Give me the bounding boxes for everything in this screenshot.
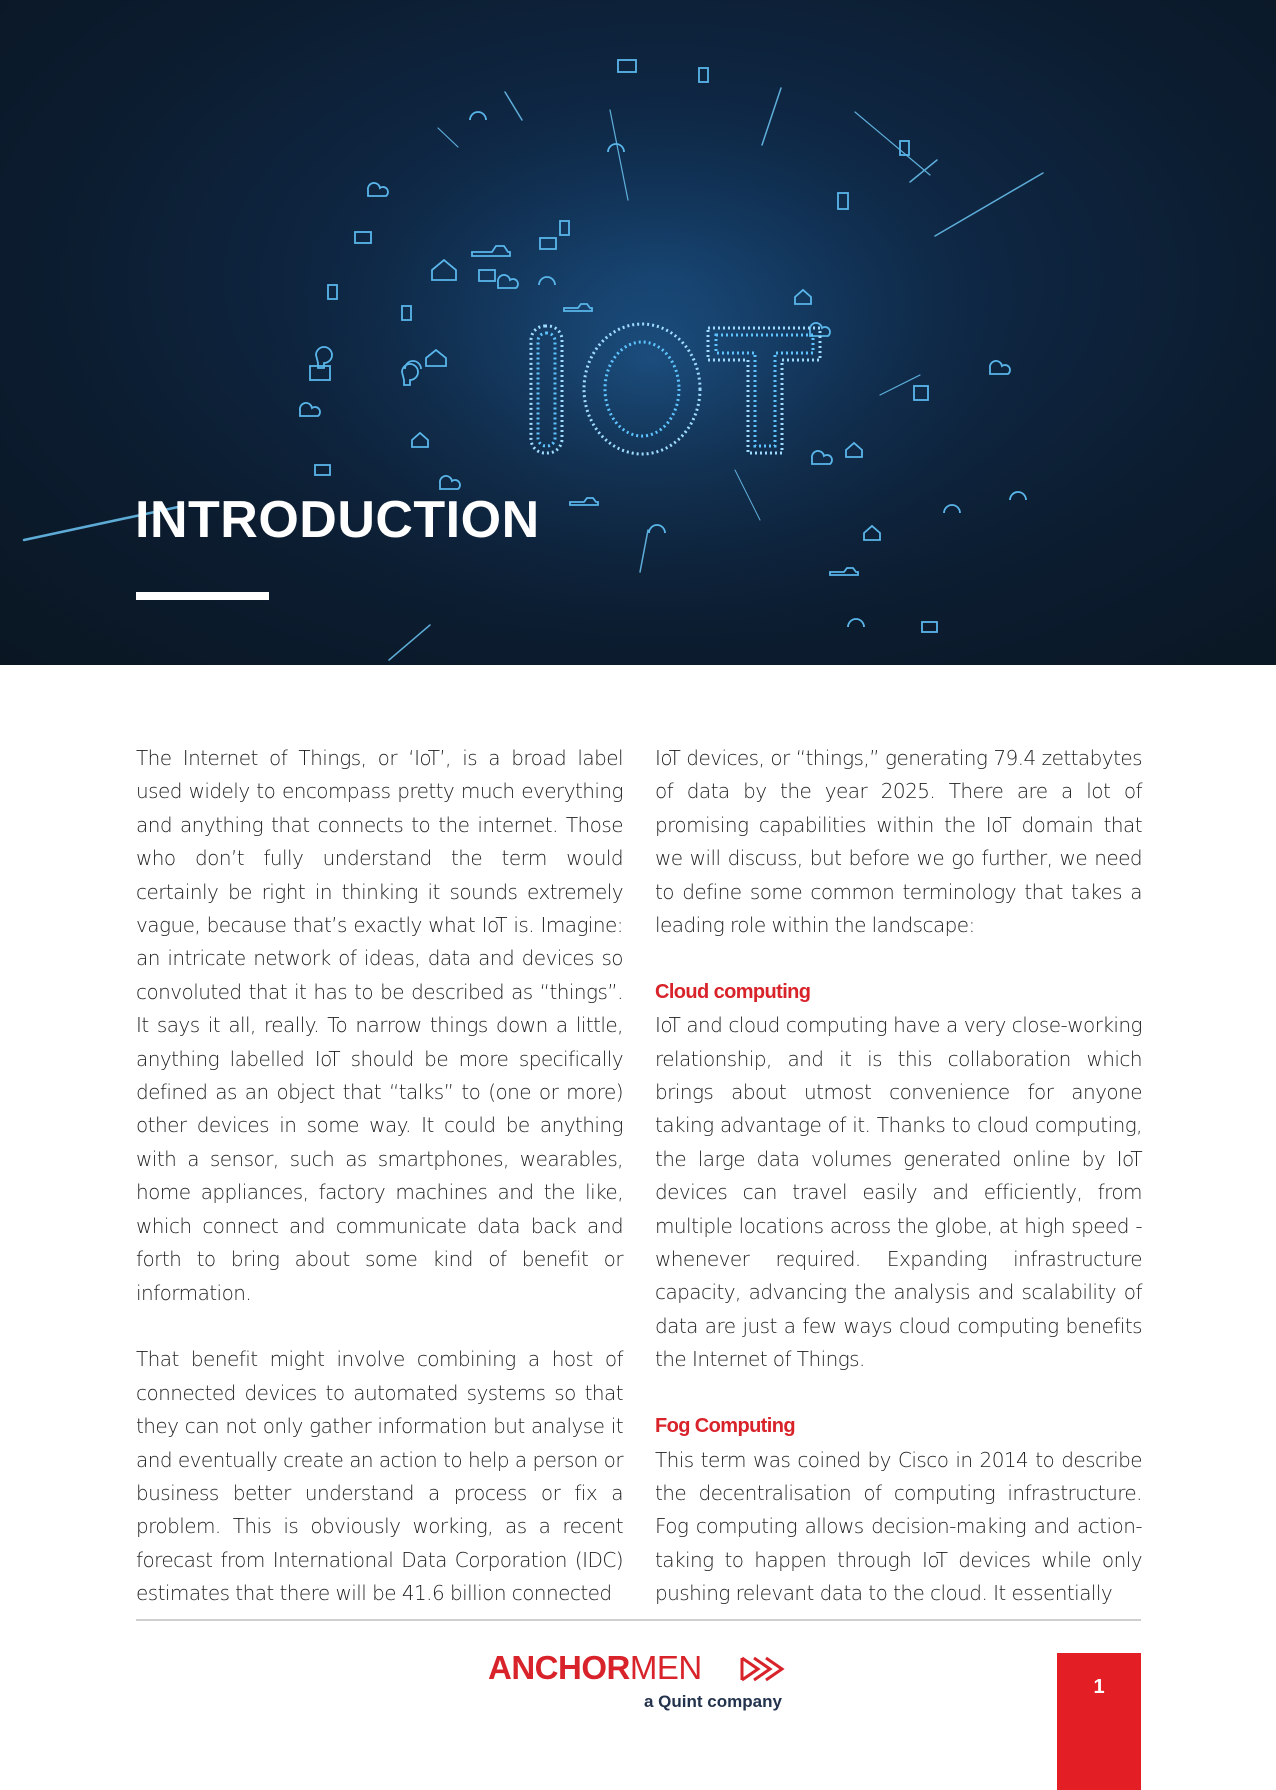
right-column: [655, 742, 1142, 1611]
section-heading-fog-computing: Fog Computing: [655, 1415, 795, 1438]
section-body-fog-computing: This term was coined by Cisco in 2014 to describe the decentralisation of computing infrastructure. Fog computing allows decision-making and action-taking to happen through IoT devices while only pushing relevant data to the cloud. It essentially: [655, 1447, 1142, 1606]
page-number-tab: [1057, 1653, 1141, 1790]
paragraph: IoT devices, or “things,” generating 79.4 zettabytes of data by the year 2025. There are a lot of promising capabilities within the IoT domain that we will discuss, but before we go further, we need to define some common terminology that takes a leading role within the landscape:: [655, 746, 1142, 938]
fast-forward-icon: [740, 1656, 788, 1682]
logo-wordmark: [488, 1648, 702, 1688]
page-number: 1: [1093, 1676, 1105, 1698]
left-column: [136, 742, 623, 1611]
section-body-cloud-computing: IoT and cloud computing have a very close-working relationship, and it is this collaboration which brings about utmost convenience for anyone taking advantage of it. Thanks to cloud computing, the large data volumes generated online by IoT devices can travel easily and efficiently, from multiple locations across the globe, at high speed - whenever required. Expanding infrastructure capacity, advancing the analysis and scalability of data are just a few ways cloud computing benefits the Internet of Things.: [655, 1013, 1142, 1372]
logo-wordmark-light: MEN: [629, 1649, 702, 1686]
hero-banner: [0, 0, 1276, 665]
anchormen-logo: [488, 1648, 788, 1716]
logo-tagline: a Quint company: [644, 1692, 782, 1711]
paragraph: The Internet of Things, or ‘IoT’, is a broad label used widely to encompass pretty much everything and anything that connects to the internet. Those who don’t fully understand the term would certainly be right in thinking it sounds extremely vague, because that’s exactly what IoT is. Imagine: an intricate network of ideas, data and devices so convoluted that it has to be described as “things”. It says it all, really. To narrow things down a little, anything labelled IoT should be more specifically defined as an object that “talks” to (one or more) other devices in some way. It could be anything with a sensor, such as smartphones, wearables, home appliances, factory machines and the like, which connect and communicate data back and forth to bring about some kind of benefit or information.: [136, 746, 623, 1305]
page-title: INTRODUCTION: [135, 491, 540, 549]
section-heading-cloud-computing: Cloud computing: [655, 980, 811, 1003]
iot-illustration: [0, 0, 1276, 665]
paragraph: That benefit might involve combining a host of connected devices to automated systems so that they can not only gather information but analyse it and eventually create an action to help a person or business better understand a process or fix a problem. This is obviously working, as a recent forecast from International Data Corporation (IDC) estimates that there will be 41.6 billion connected: [136, 1347, 623, 1606]
title-underline: [136, 592, 269, 600]
logo-wordmark-bold: ANCHOR: [488, 1649, 630, 1686]
footer-divider: [136, 1619, 1141, 1621]
